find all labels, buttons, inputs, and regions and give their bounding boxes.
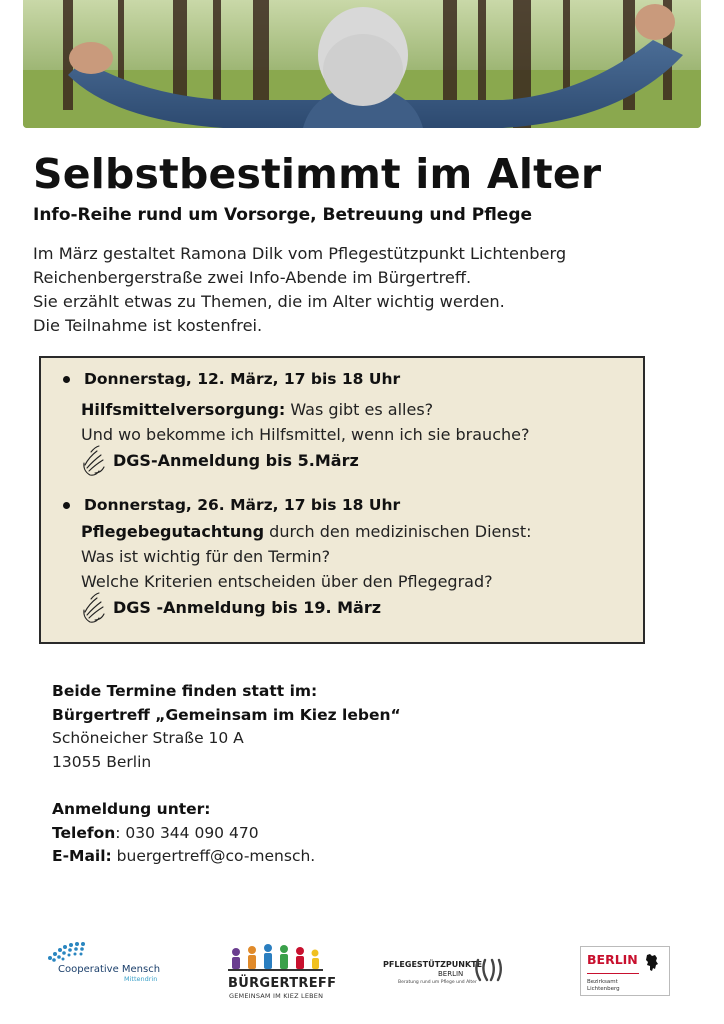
event-topic-rest: durch den medizinischen Dienst: [264, 522, 532, 541]
pflegestuetzpunkte-city: BERLIN [438, 970, 464, 978]
event-date: Donnerstag, 26. März, 17 bis 18 Uhr [84, 496, 401, 514]
buergertreff-sub: GEMEINSAM IM KIEZ LEBEN [229, 992, 324, 1000]
intro-line: Sie erzählt etwas zu Themen, die im Alter wichtig werden. [33, 292, 505, 311]
intro-line: Die Teilnahme ist kostenfrei. [33, 316, 263, 335]
event-topic-bold: Hilfsmittelversorgung: [81, 400, 286, 419]
contact-heading: Anmeldung unter: [52, 800, 211, 818]
bullet-icon [63, 502, 70, 509]
event-line: Und wo bekomme ich Hilfsmittel, wenn ich sie brauche? [81, 425, 530, 444]
intro-text [33, 242, 703, 338]
intro-line: Im März gestaltet Ramona Dilk vom Pflegestützpunkt Lichtenberg [33, 244, 567, 263]
pflegestuetzpunkte-logo-icon [472, 956, 506, 984]
logo-berlin-lichtenberg [580, 946, 670, 996]
contact-email [52, 845, 315, 869]
venue-street: Schöneicher Straße 10 A [52, 729, 244, 747]
contact-phone [52, 822, 315, 846]
event-topic [81, 400, 433, 419]
berlin-divider [587, 973, 639, 974]
cooperative-mensch-name: Cooperative Mensch [58, 964, 161, 975]
venue-city: 13055 Berlin [52, 752, 152, 771]
bullet-icon [63, 376, 70, 383]
berlin-sub-line-1: Bezirksamt [587, 979, 618, 985]
event-line: Was ist wichtig für den Termin? [81, 547, 331, 566]
contact-block [52, 798, 315, 869]
event-line: Welche Kriterien entscheiden über den Pflegegrad? [81, 572, 493, 591]
event-topic-rest: Was gibt es alles? [285, 400, 434, 419]
event-date: Donnerstag, 12. März, 17 bis 18 Uhr [84, 370, 401, 388]
venue-block [52, 680, 401, 774]
cooperative-mensch-logo-icon [44, 938, 88, 964]
intro-line: Reichenbergerstraße zwei Info-Abende im Bürgertreff. [33, 268, 472, 287]
phone-number[interactable]: : 030 344 090 470 [115, 823, 259, 842]
hero-photo [23, 0, 701, 128]
page-title: Selbstbestimmt im Alter [33, 150, 602, 198]
email-address[interactable]: buergertreff@co-mensch. [111, 847, 316, 865]
pflegestuetzpunkte-name: PFLEGESTÜTZPUNKTE [383, 960, 483, 969]
email-label: E-Mail: [52, 847, 112, 865]
berlin-wordmark: BERLIN [587, 952, 638, 967]
buergertreff-name: BÜRGERTREFF [228, 976, 337, 991]
event-topic [81, 522, 532, 541]
venue-name: Bürgertreff „Gemeinsam im Kiez leben“ [52, 705, 401, 724]
event-topic-bold: Pflegebegutachtung [81, 522, 265, 541]
pflegestuetzpunkte-sub: Beratung rund um Pflege und Alter [398, 980, 477, 985]
cooperative-mensch-sub: Mittendrin [124, 975, 158, 983]
sign-language-icon [81, 590, 107, 624]
dgs-text: DGS -Anmeldung bis 19. März [113, 598, 382, 617]
events-box [39, 356, 645, 644]
berlin-bear-icon [641, 951, 663, 973]
page-subtitle: Info-Reihe rund um Vorsorge, Betreuung und Pflege [33, 205, 533, 225]
berlin-sub-line-2: Lichtenberg [587, 986, 620, 992]
phone-label: Telefon [52, 823, 116, 842]
sign-language-icon [81, 443, 107, 477]
venue-heading: Beide Termine finden statt im: [52, 682, 318, 700]
buergertreff-people-icon [228, 940, 323, 976]
dgs-text: DGS-Anmeldung bis 5.März [113, 451, 359, 470]
